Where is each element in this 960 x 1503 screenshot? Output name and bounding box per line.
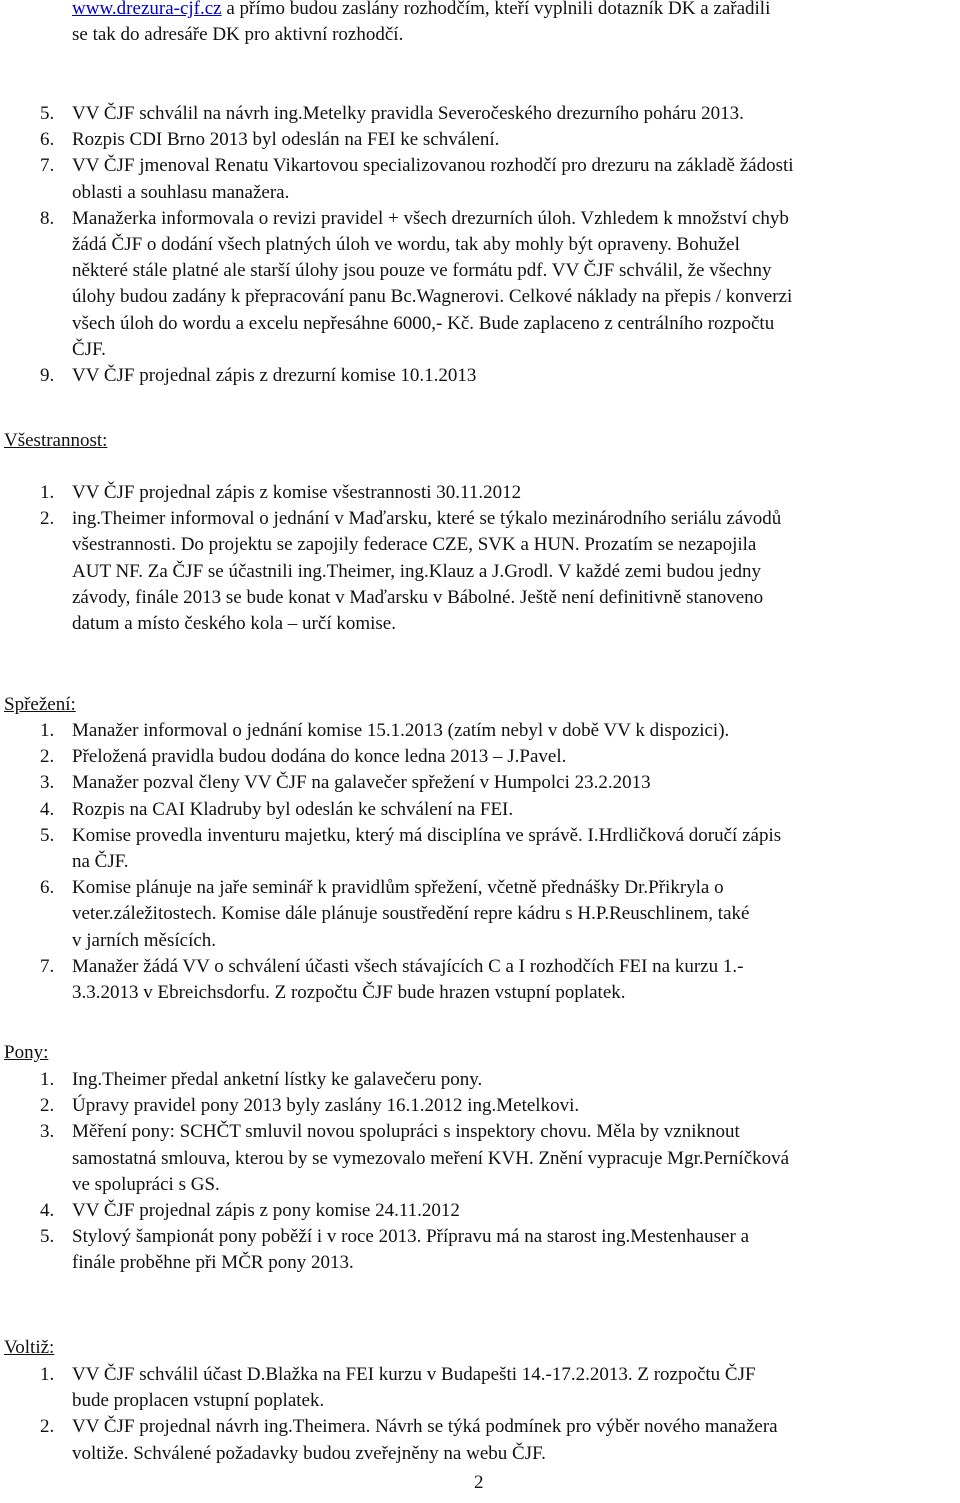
- list-item-text: samostatná smlouva, kterou by se vymezovalo meření KVH. Znění vypracuje Mgr.Perníčková: [72, 1147, 790, 1169]
- list-item-text: AUT NF. Za ČJF se účastnili ing.Theimer, ing.Klauz a J.Grodl. V každé zemi budou jedny: [72, 560, 761, 582]
- list-item-text: Komise provedla inventuru majetku, který má disciplína ve správě. I.Hrdličková doručí zápis: [72, 824, 782, 846]
- list-item-number: 5.: [40, 103, 55, 124]
- list-item-text: Rozpis na CAI Kladruby byl odeslán ke schválení na FEI.: [72, 798, 514, 820]
- list-item-text: Stylový šampionát pony poběží i v roce 2013. Přípravu má na starost ing.Mestenhauser a: [72, 1226, 750, 1248]
- section-heading-sprezeni: Spřežení:: [4, 694, 76, 715]
- list-item-text: Manažerka informovala o revizi pravidel + všech drezurních úloh. Vzhledem k množství chyb: [72, 207, 789, 229]
- list-item-text: 3.3.2013 v Ebreichsdorfu. Z rozpočtu ČJF bude hrazen vstupní poplatek.: [72, 982, 626, 1003]
- list-item-number: 7.: [40, 955, 55, 977]
- list-item-text: VV ČJF projednal zápis z drezurní komise 10.1.2013: [72, 365, 477, 386]
- list-item-text: některé stále platné ale starší úlohy jsou pouze ve formátu pdf. VV ČJF schválil, že všechny: [72, 260, 772, 282]
- list-item-number: 1.: [40, 1364, 55, 1385]
- intro-line-2: se tak do adresáře DK pro aktivní rozhodčí.: [72, 24, 404, 45]
- list-item-text: v jarních měsících.: [72, 929, 217, 951]
- list-item-text: veter.záležitostech. Komise dále plánuje soustředění repre kádru s H.P.Reuschlinem, také: [72, 903, 750, 925]
- list-item-number: 9.: [40, 365, 55, 386]
- list-item-number: 2.: [40, 1095, 55, 1117]
- list-item-text: VV ČJF schválil na návrh ing.Metelky pravidla Severočeského drezurního poháru 2013.: [72, 103, 744, 124]
- list-item-number: 1.: [40, 482, 55, 503]
- list-item-text: závody, finále 2013 se bude konat v Maďarsku v Bábolné. Ještě není definitivně stanoveno: [72, 586, 764, 608]
- list-item-text: Rozpis CDI Brno 2013 byl odeslán na FEI ke schválení.: [72, 129, 500, 151]
- list-item-text: všestrannosti. Do projektu se zapojily federace CZE, SVK a HUN. Prozatím se nezapojila: [72, 534, 757, 556]
- list-item-text: na ČJF.: [72, 851, 129, 872]
- list-item-text: VV ČJF projednal zápis z pony komise 24.11.2012: [72, 1200, 460, 1221]
- list-item-number: 4.: [40, 798, 55, 820]
- page-number: 2: [474, 1472, 484, 1493]
- list-item-text: všech úloh do wordu a excelu nepřesáhne 6000,- Kč. Bude zaplaceno z centrálního rozpočtu: [72, 312, 775, 334]
- list-item-number: 1.: [40, 720, 55, 741]
- list-item-number: 8.: [40, 207, 55, 229]
- drezura-link[interactable]: www.drezura-cjf.cz: [72, 0, 222, 19]
- list-item-text: Úpravy pravidel pony 2013 byly zaslány 16.1.2012 ing.Metelkovi.: [72, 1095, 580, 1117]
- list-item-number: 6.: [40, 877, 55, 899]
- list-item-text: VV ČJF jmenoval Renatu Vikartovou specializovanou rozhodčí pro drezuru na základě žádosti: [72, 155, 794, 177]
- list-item-text: Manažer pozval členy VV ČJF na galavečer spřežení v Humpolci 23.2.2013: [72, 772, 651, 794]
- list-item-number: 1.: [40, 1069, 55, 1090]
- list-item-number: 2.: [40, 1416, 55, 1438]
- list-item-number: 3.: [40, 1121, 55, 1143]
- list-item-text: Manažer informoval o jednání komise 15.1.2013 (zatím nebyl v době VV k dispozici).: [72, 720, 730, 741]
- list-item-text: Komise plánuje na jaře seminář k pravidlům spřežení, včetně přednášky Dr.Přikryla o: [72, 877, 724, 899]
- list-item-text: VV ČJF projednal návrh ing.Theimera. Návrh se týká podmínek pro výběr nového manažera: [72, 1416, 778, 1438]
- list-item-text: Měření pony: SCHČT smluvil novou spolupráci s inspektory chovu. Měla by vzniknout: [72, 1121, 740, 1143]
- list-item-number: 6.: [40, 129, 55, 151]
- list-item-number: 2.: [40, 508, 55, 530]
- list-item-text: voltiže. Schválené požadavky budou zveřejněny na webu ČJF.: [72, 1442, 546, 1464]
- list-item-text: ČJF.: [72, 338, 106, 360]
- list-item-text: VV ČJF projednal zápis z komise všestrannosti 30.11.2012: [72, 482, 522, 503]
- list-item-number: 4.: [40, 1200, 55, 1221]
- intro-text: a přímo budou zaslány rozhodčím, kteří vyplnili dotazník DK a zařadili: [221, 0, 771, 19]
- list-item-text: ing.Theimer informoval o jednání v Maďarsku, které se týkalo mezinárodního seriálu závodů: [72, 508, 782, 530]
- list-item-number: 3.: [40, 772, 55, 794]
- list-item-text: žádá ČJF o dodání všech platných úloh ve wordu, tak aby mohly být opraveny. Bohužel: [72, 234, 740, 255]
- list-item-text: bude proplacen vstupní poplatek.: [72, 1390, 325, 1412]
- list-item-number: 5.: [40, 824, 55, 846]
- list-item-number: 7.: [40, 155, 55, 177]
- list-item-text: oblasti a souhlasu manažera.: [72, 181, 290, 203]
- list-item-text: datum a místo českého kola – určí komise.: [72, 613, 396, 634]
- list-item-text: Manažer žádá VV o schválení účasti všech stávajících C a I rozhodčích FEI na kurzu 1.-: [72, 955, 744, 977]
- section-heading-pony: Pony:: [4, 1042, 49, 1063]
- section-heading-vsestrannost: Všestrannost:: [4, 430, 108, 451]
- list-item-text: VV ČJF schválil účast D.Blažka na FEI kurzu v Budapešti 14.-17.2.2013. Z rozpočtu ČJF: [72, 1364, 756, 1385]
- list-item-text: Ing.Theimer předal anketní lístky ke galavečeru pony.: [72, 1069, 483, 1090]
- list-item-text: Přeložená pravidla budou dodána do konce ledna 2013 – J.Pavel.: [72, 746, 567, 768]
- list-item-text: úlohy budou zadány k přepracování panu Bc.Wagnerovi. Celkové náklady na přepis / konverzi: [72, 286, 793, 308]
- list-item-number: 5.: [40, 1226, 55, 1248]
- list-item-text: ve spolupráci s GS.: [72, 1173, 220, 1195]
- section-heading-voltiz: Voltiž:: [4, 1337, 55, 1358]
- list-item-number: 2.: [40, 746, 55, 768]
- list-item-text: finále proběhne při MČR pony 2013.: [72, 1252, 354, 1274]
- intro-line-1: [72, 0, 770, 22]
